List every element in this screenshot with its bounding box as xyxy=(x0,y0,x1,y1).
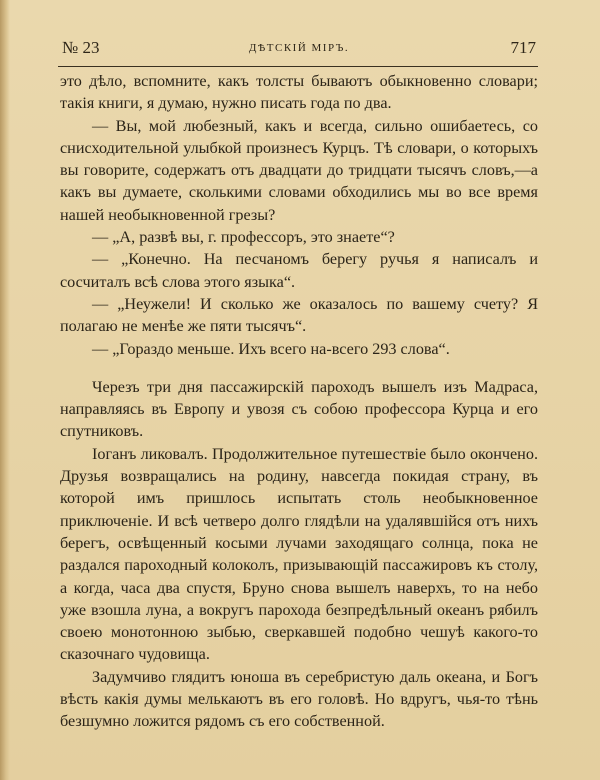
paragraph: — „А, развѣ вы, г. профессоръ, это знаете“? xyxy=(92,228,395,247)
page-gutter-shadow xyxy=(0,0,10,780)
paragraph: Іоганъ ликовалъ. Продолжительное путешествіе было окончено. Друзья возвращались на родину, навсегда покидая страну, въ которой имъ пришлось испытать столь необыкновенное приключеніе. И всѣ четверо долго глядѣли на удалявшійся отъ нихъ берегъ, освѣщенный косыми лучами заходящаго солнца, пока не раздался пароходный колоколъ, призывающій пассажировъ къ столу, а когда, часа два спустя, Бруно снова вышелъ наверхъ, то на небо уже взошла луна, а вокругъ парохода безпредѣльный океанъ рябилъ своею монотонною зыбью, сверкавшей подобно чешуѣ какого-то сказочнаго чудовища. xyxy=(60,444,538,664)
paragraph: — „Конечно. На песчаномъ берегу ручья я написалъ и сосчиталъ всѣ слова этого языка“. xyxy=(60,250,538,291)
paragraph: Задумчиво глядитъ юноша въ серебристую даль океана, и Богъ вѣсть какія думы мелькаютъ въ его головѣ. Но вдругъ, чья-то тѣнь безшумно ложится рядомъ съ его собственной. xyxy=(60,667,538,731)
running-header xyxy=(62,38,536,62)
section-break xyxy=(60,360,538,376)
paragraph: Черезъ три дня пассажирскій пароходъ вышелъ изъ Мадраса, направляясь въ Европу и увозя съ собою профессора Курца и его спутниковъ. xyxy=(60,377,538,441)
paragraph: — Вы, мой любезный, какъ и всегда, сильно ошибаетесь, со снисходительной улыбкой произнесъ Курцъ. Тѣ словари, о которыхъ вы говорите, содержатъ отъ двадцати до тридцати тысячъ словъ,—а какъ вы думаете, сколькими словами обходились мы во все время нашей необыкновенной грезы? xyxy=(60,116,538,224)
paragraph: — „Гораздо меньше. Ихъ всего на-всего 293 слова“. xyxy=(92,339,450,358)
page-number: 717 xyxy=(510,38,536,57)
paragraph: это дѣло, вспомните, какъ толсты бываютъ обыкновенно словари; такія книги, я думаю, нужно писать года по два. xyxy=(60,72,538,113)
header-rule xyxy=(58,66,538,67)
issue-number: № 23 xyxy=(62,38,100,57)
page-text xyxy=(60,70,538,733)
paragraph: — „Неужели! И сколько же оказалось по вашему счету? Я полагаю не менѣе же пяти тысячъ“. xyxy=(60,294,538,336)
journal-title: ДѢТСКІЙ МІРЪ. xyxy=(248,42,350,54)
